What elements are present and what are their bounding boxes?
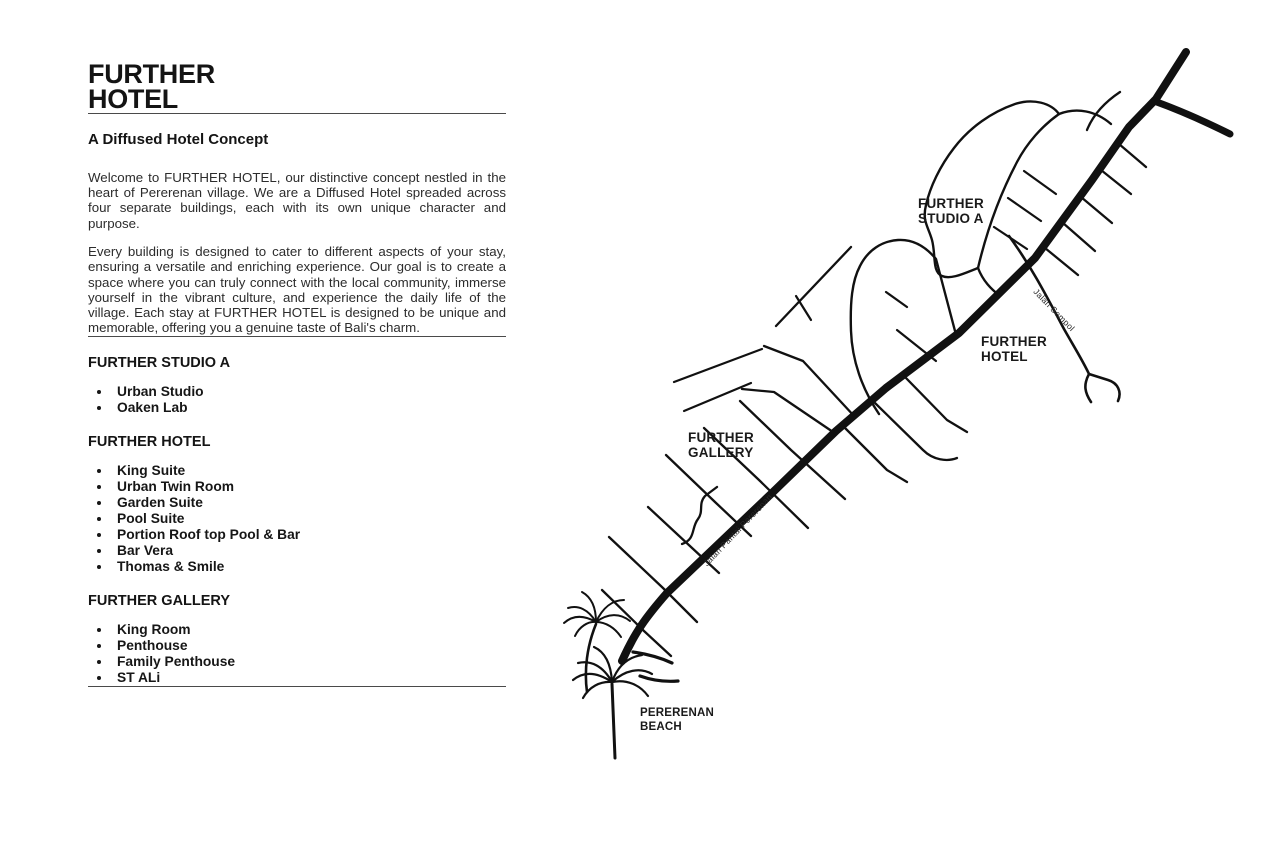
- map-label-text: PERERENAN: [640, 707, 715, 719]
- logo-line-2: HOTEL: [88, 84, 178, 115]
- map-label-text: HOTEL: [981, 349, 1028, 364]
- info-column: [88, 59, 506, 687]
- list-item: • Portion Roof top Pool & Bar: [112, 527, 506, 543]
- list-item: • King Suite: [112, 463, 506, 479]
- logo-line-1: FURTHER: [88, 59, 215, 89]
- list-item: • Oaken Lab: [112, 400, 506, 416]
- hotel-list: [88, 463, 506, 575]
- map-label-studio-a: [918, 196, 984, 226]
- main-road-branch: [1154, 101, 1230, 134]
- divider-bottom: [88, 686, 506, 687]
- further-hotel-logo: [88, 59, 506, 115]
- main-road: [622, 52, 1230, 661]
- map-label-text: FURTHER: [981, 334, 1047, 349]
- list-item: • Urban Studio: [112, 384, 506, 400]
- concept-heading: A Diffused Hotel Concept: [88, 130, 269, 148]
- concept-paragraph-2: Every building is designed to cater to different aspects of your stay, ensuring a versatile and enriching experience. Our goal is to create a space where you can truly connect with the local community, immerse yourself in the vibrant culture, and experience the daily life of the village. Each stay at FURTHER HOTEL is designed to be unique and memorable, offering you a genuine taste of Bali's charm.: [88, 243, 506, 336]
- list-item: • Garden Suite: [112, 495, 506, 511]
- map-label-text: STUDIO A: [918, 211, 984, 226]
- divider-middle: [88, 336, 506, 337]
- map-label-hotel: [981, 334, 1047, 364]
- list-item: • Penthouse: [112, 638, 506, 654]
- winding-lane: [682, 487, 717, 544]
- concept-paragraph-1: Welcome to FURTHER HOTEL, our distinctive concept nestled in the heart of Pererenan village. We are a Diffused Hotel spreaded across four separate buildings, each with its own unique character and purpose.: [88, 169, 506, 231]
- studio-a-list: [88, 384, 506, 416]
- list-item: • Urban Twin Room: [112, 479, 506, 495]
- pererenan-area-map: [545, 30, 1245, 830]
- street-name-jalan-pantai-pererenan: Jalan Pantai Pererenan: [701, 491, 775, 568]
- building-section-hotel: [88, 434, 506, 575]
- building-section-gallery: [88, 593, 506, 686]
- map-label-beach: [640, 707, 714, 733]
- hotel-block-roads: [674, 240, 955, 414]
- street-name-jalan-sempol: Jalan Sempol: [1031, 286, 1077, 334]
- map-label-text: FURTHER: [918, 196, 984, 211]
- list-item: • Pool Suite: [112, 511, 506, 527]
- building-section-studio-a: [88, 355, 506, 416]
- map-label-text: FURTHER: [688, 430, 754, 445]
- list-item: • Bar Vera: [112, 543, 506, 559]
- map-label-text: BEACH: [640, 721, 682, 733]
- list-item: • ST ALi: [112, 670, 506, 686]
- palm-tree-icon: [573, 647, 652, 758]
- section-title-gallery: FURTHER GALLERY: [88, 592, 231, 609]
- section-title-studio-a: FURTHER STUDIO A: [88, 354, 231, 371]
- section-title-hotel: FURTHER HOTEL: [88, 433, 211, 450]
- map-label-text: GALLERY: [688, 445, 754, 460]
- map-label-gallery: [688, 430, 754, 460]
- list-item: • Family Penthouse: [112, 654, 506, 670]
- gallery-list: [88, 622, 506, 686]
- list-item: • King Room: [112, 622, 506, 638]
- list-item: • Thomas & Smile: [112, 559, 506, 575]
